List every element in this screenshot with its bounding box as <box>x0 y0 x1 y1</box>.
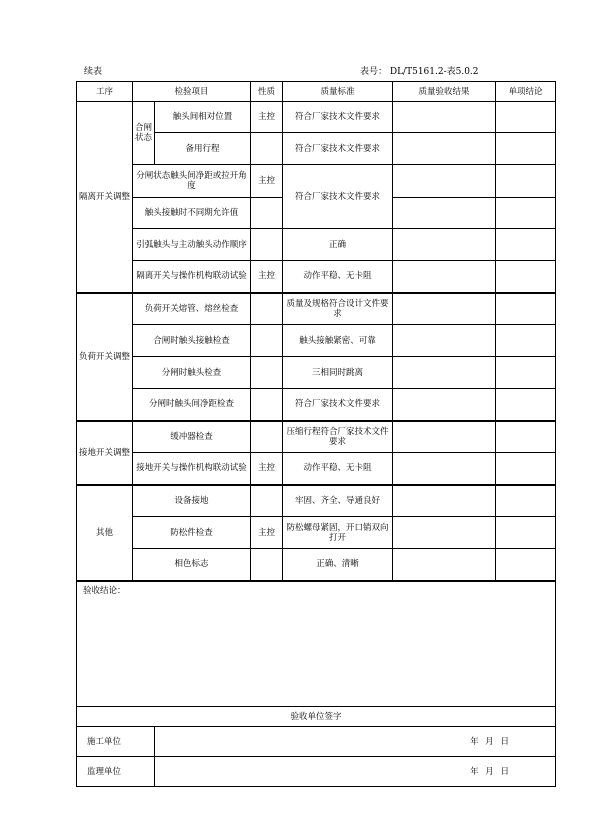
conclusion-cell[interactable] <box>496 549 556 581</box>
nature-cell: 主控 <box>251 102 283 133</box>
signature-title-row <box>77 707 556 727</box>
result-cell[interactable] <box>393 293 496 325</box>
inspection-table <box>76 81 556 787</box>
nature-cell: 主控 <box>251 261 283 293</box>
standard-cell: 触头接触紧密、可靠 <box>283 325 393 357</box>
item-cell: 触头间相对位置 <box>155 102 251 133</box>
section-ground: 接地开关调整 <box>77 421 133 485</box>
col-result: 质量验收结果 <box>393 82 496 102</box>
conclusion-row <box>77 581 556 707</box>
result-cell[interactable] <box>393 421 496 453</box>
nature-cell <box>251 133 283 165</box>
signature-row <box>77 757 556 787</box>
standard-cell: 质量及规格符合设计文件要求 <box>283 293 393 325</box>
item-cell: 设备接地 <box>133 485 251 517</box>
nature-cell: 主控 <box>251 453 283 485</box>
nature-cell: 主控 <box>251 517 283 549</box>
conclusion-cell[interactable] <box>496 133 556 165</box>
result-cell[interactable] <box>393 357 496 389</box>
nature-cell <box>251 389 283 421</box>
signature-date-field[interactable]: 年 月 日 <box>155 757 556 787</box>
nature-cell <box>251 549 283 581</box>
form-number: 表号： DL/T5161.2-表5.0.2 <box>360 67 479 77</box>
nature-cell <box>251 229 283 261</box>
nature-cell: 主控 <box>251 165 283 198</box>
nature-cell <box>251 485 283 517</box>
conclusion-cell[interactable] <box>496 517 556 549</box>
standard-cell: 压缩行程符合厂家技术文件要求 <box>283 421 393 453</box>
table-row <box>77 453 556 485</box>
result-cell[interactable] <box>393 198 496 229</box>
standard-cell: 符合厂家技术文件要求 <box>283 133 393 165</box>
table-row <box>77 229 556 261</box>
group-closing-state: 合闸状态 <box>133 102 155 165</box>
nature-cell <box>251 198 283 229</box>
col-conclusion: 单项结论 <box>496 82 556 102</box>
standard-cell: 符合厂家技术文件要求 <box>283 165 393 229</box>
result-cell[interactable] <box>393 261 496 293</box>
item-cell: 备用行程 <box>155 133 251 165</box>
acceptance-conclusion-field[interactable] <box>77 581 556 707</box>
conclusion-cell[interactable] <box>496 198 556 229</box>
table-row <box>77 325 556 357</box>
col-nature: 性质 <box>251 82 283 102</box>
table-row <box>77 517 556 549</box>
section-load: 负荷开关调整 <box>77 293 133 421</box>
conclusion-cell[interactable] <box>496 261 556 293</box>
table-row <box>77 389 556 421</box>
table-row <box>77 485 556 517</box>
table-row <box>77 261 556 293</box>
signer-unit: 监理单位 <box>77 757 155 787</box>
table-row <box>77 165 556 198</box>
table-row <box>77 293 556 325</box>
conclusion-cell[interactable] <box>496 453 556 485</box>
result-cell[interactable] <box>393 102 496 133</box>
nature-cell <box>251 325 283 357</box>
table-row <box>77 549 556 581</box>
header-row <box>77 82 556 102</box>
section-other: 其他 <box>77 485 133 581</box>
result-cell[interactable] <box>393 325 496 357</box>
standard-cell: 牢固、齐全、导通良好 <box>283 485 393 517</box>
col-standard: 质量标准 <box>283 82 393 102</box>
result-cell[interactable] <box>393 549 496 581</box>
result-cell[interactable] <box>393 133 496 165</box>
standard-cell: 动作平稳、无卡阻 <box>283 261 393 293</box>
standard-cell: 三相同时跳离 <box>283 357 393 389</box>
conclusion-cell[interactable] <box>496 389 556 421</box>
item-cell: 合闸时触头接触检查 <box>133 325 251 357</box>
conclusion-cell[interactable] <box>496 293 556 325</box>
nature-cell <box>251 421 283 453</box>
col-process: 工序 <box>77 82 133 102</box>
result-cell[interactable] <box>393 485 496 517</box>
table-row <box>77 421 556 453</box>
item-cell: 相色标志 <box>133 549 251 581</box>
conclusion-cell[interactable] <box>496 165 556 198</box>
signature-row <box>77 727 556 757</box>
signer-unit: 施工单位 <box>77 727 155 757</box>
signature-date-field[interactable]: 年 月 日 <box>155 727 556 757</box>
item-cell: 防松件检查 <box>133 517 251 549</box>
conclusion-cell[interactable] <box>496 229 556 261</box>
item-cell: 缓冲器检查 <box>133 421 251 453</box>
standard-cell: 符合厂家技术文件要求 <box>283 102 393 133</box>
item-cell: 隔离开关与操作机构联动试验 <box>133 261 251 293</box>
section-isolator: 隔离开关调整 <box>77 102 133 293</box>
table-row <box>77 102 556 133</box>
item-cell: 引弧触头与主动触头动作顺序 <box>133 229 251 261</box>
result-cell[interactable] <box>393 389 496 421</box>
item-cell: 分闸状态触头间净距或拉开角度 <box>133 165 251 198</box>
continued-label: 续表 <box>84 67 103 77</box>
conclusion-cell[interactable] <box>496 102 556 133</box>
result-cell[interactable] <box>393 517 496 549</box>
col-item: 检验项目 <box>133 82 251 102</box>
item-cell: 接地开关与操作机构联动试验 <box>133 453 251 485</box>
conclusion-cell[interactable] <box>496 325 556 357</box>
nature-cell <box>251 357 283 389</box>
standard-cell: 防松螺母紧固，开口销双向打开 <box>283 517 393 549</box>
conclusion-cell[interactable] <box>496 421 556 453</box>
conclusion-cell[interactable] <box>496 485 556 517</box>
nature-cell <box>251 293 283 325</box>
item-cell: 触头接触时不同期允许值 <box>133 198 251 229</box>
result-cell[interactable] <box>393 165 496 198</box>
item-cell: 分闸时触头检查 <box>133 357 251 389</box>
standard-cell: 正确、清晰 <box>283 549 393 581</box>
result-cell[interactable] <box>393 453 496 485</box>
result-cell[interactable] <box>393 229 496 261</box>
table-row <box>77 357 556 389</box>
standard-cell: 符合厂家技术文件要求 <box>283 389 393 421</box>
item-cell: 负荷开关熔管、熔丝检查 <box>133 293 251 325</box>
acceptance-conclusion-label: 验收结论： <box>83 585 126 596</box>
signature-title: 验收单位签字 <box>77 707 556 727</box>
conclusion-cell[interactable] <box>496 357 556 389</box>
standard-cell: 正确 <box>283 229 393 261</box>
item-cell: 分闸时触头间净距检查 <box>133 389 251 421</box>
standard-cell: 动作平稳、无卡阻 <box>283 453 393 485</box>
